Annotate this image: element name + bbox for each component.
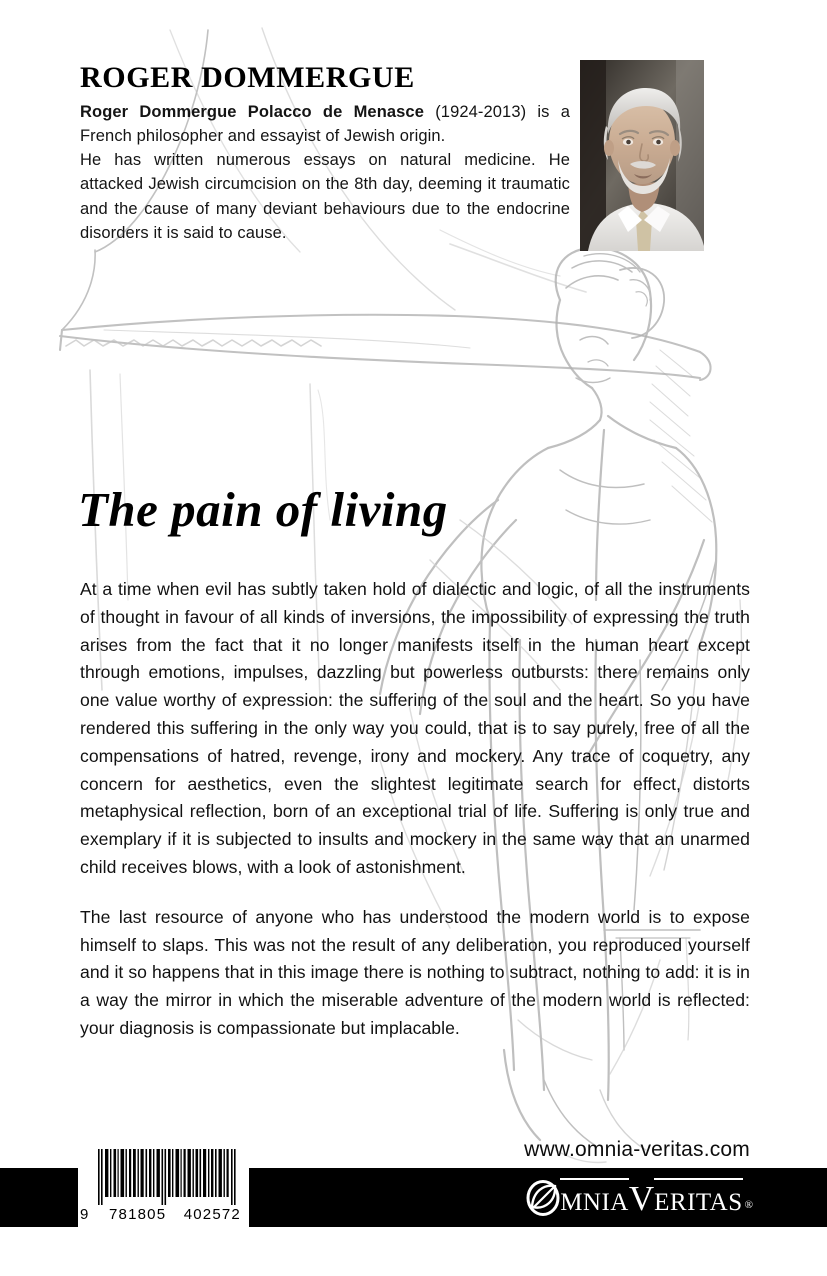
publisher-wordmark	[560, 1178, 753, 1216]
barcode-group-right: 402572	[183, 1206, 241, 1223]
wordmark-eritas: ERITAS	[654, 1189, 743, 1216]
blurb-paragraph-1: At a time when evil has subtly taken hold of dialectic and logic, of all the instruments of thought in favour of all kinds of inversions, the impossibility of expressing the truth arises from the fact that it no longer manifests itself in the human heart except through emotions, impulses, dazzling but powerless outbursts: there remains only one value worthy of expression: the suffering of the soul and the heart. So you have rendered this suffering in the only way you could, that is to say purely, free of all the compensations of hatred, revenge, irony and mockery. Any trace of coquetry, any concern for aesthetics, even the slightest legitimate search for effect, distorts metaphysical reflection, born of an exceptional trial of life. Suffering is only true and exemplary if it is subjected to insults and mockery in the same way that an unarmed child receives blows, with a look of astonishment.	[80, 579, 750, 877]
wordmark-omnia: MNIA	[560, 1189, 629, 1216]
author-full-name: Roger Dommergue Polacco de Menasce	[80, 102, 424, 121]
author-name: ROGER DOMMERGUE	[80, 61, 415, 94]
barcode-bars	[98, 1149, 237, 1205]
publisher-website[interactable]: www.omnia-veritas.com	[524, 1138, 750, 1161]
blurb-paragraph-2: The last resource of anyone who has understood the modern world is to expose himself to slaps. This was not the result of any deliberation, you reproduced yourself and it so happens that in this image there is nothing to subtract, nothing to add: it is in a way the mirror in which the miserable adventure of the modern world is reflected: your diagnosis is compassionate but implacable.	[80, 906, 750, 1038]
author-portrait	[580, 60, 704, 251]
registered-trademark-icon: ®	[744, 1199, 753, 1211]
wordmark-v: V	[628, 1179, 655, 1218]
author-bio	[80, 100, 570, 246]
author-bio-text-1: (1924-2013) is a French philosopher and essayist of Jewish origin.	[80, 102, 570, 145]
author-header-block	[80, 62, 570, 245]
barcode-group-left: 781805	[109, 1206, 167, 1223]
barcode-digits	[78, 1205, 249, 1223]
barcode-panel	[78, 1143, 249, 1233]
publisher-logo[interactable]	[523, 1172, 753, 1216]
leaf-o-icon	[523, 1174, 563, 1218]
book-title: The pain of living	[78, 482, 448, 537]
back-cover-blurb	[80, 576, 750, 1043]
author-bio-paragraph-1	[80, 100, 570, 149]
barcode-lead-digit: 9	[80, 1206, 90, 1223]
author-bio-paragraph-2: He has written numerous essays on natural medicine. He attacked Jewish circumcision on the 8th day, deeming it traumatic and the cause of many deviant behaviours due to the endocrine disorders it is said to cause.	[80, 151, 570, 242]
